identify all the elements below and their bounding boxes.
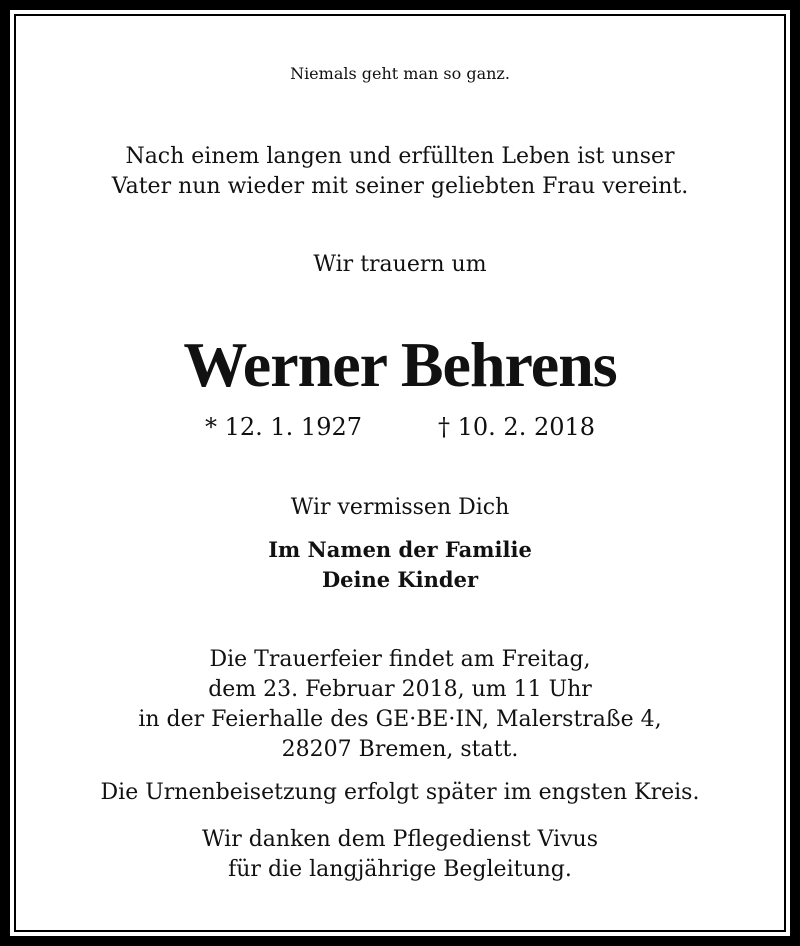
family-line-2: Deine Kinder	[321, 567, 479, 592]
urn-burial-line: Die Urnenbeisetzung erfolgt später im engsten Kreis.	[100, 780, 700, 805]
intro-line-1: Nach einem langen und erfüllten Leben ist unser	[125, 144, 675, 169]
family-line-1: Im Namen der Familie	[268, 537, 532, 562]
life-dates	[0, 413, 800, 441]
deceased-name: Werner Behrens	[183, 329, 617, 400]
thanks-line-2: für die langjährige Begleitung.	[228, 857, 572, 882]
ceremony-line-4: 28207 Bremen, statt.	[281, 737, 519, 762]
intro-text	[0, 142, 800, 202]
family-signature	[0, 535, 800, 595]
ceremony-line-2: dem 23. Februar 2018, um 11 Uhr	[208, 677, 592, 702]
mourning-line: Wir trauern um	[313, 252, 487, 277]
thanks-line-1: Wir danken dem Pflegedienst Vivus	[201, 827, 599, 852]
ceremony-info	[0, 645, 800, 765]
intro-line-2: Vater nun wieder mit seiner geliebten Frau vereint.	[111, 174, 689, 199]
thanks-text	[0, 825, 800, 885]
ceremony-line-1: Die Trauerfeier findet am Freitag,	[209, 647, 591, 672]
birth-date: * 12. 1. 1927	[204, 413, 362, 441]
death-date: † 10. 2. 2018	[438, 413, 596, 441]
motto: Niemals geht man so ganz.	[290, 64, 510, 83]
miss-line: Wir vermissen Dich	[290, 495, 510, 520]
ceremony-line-3: in der Feierhalle des GE·BE·IN, Malerstraße 4,	[138, 707, 662, 732]
